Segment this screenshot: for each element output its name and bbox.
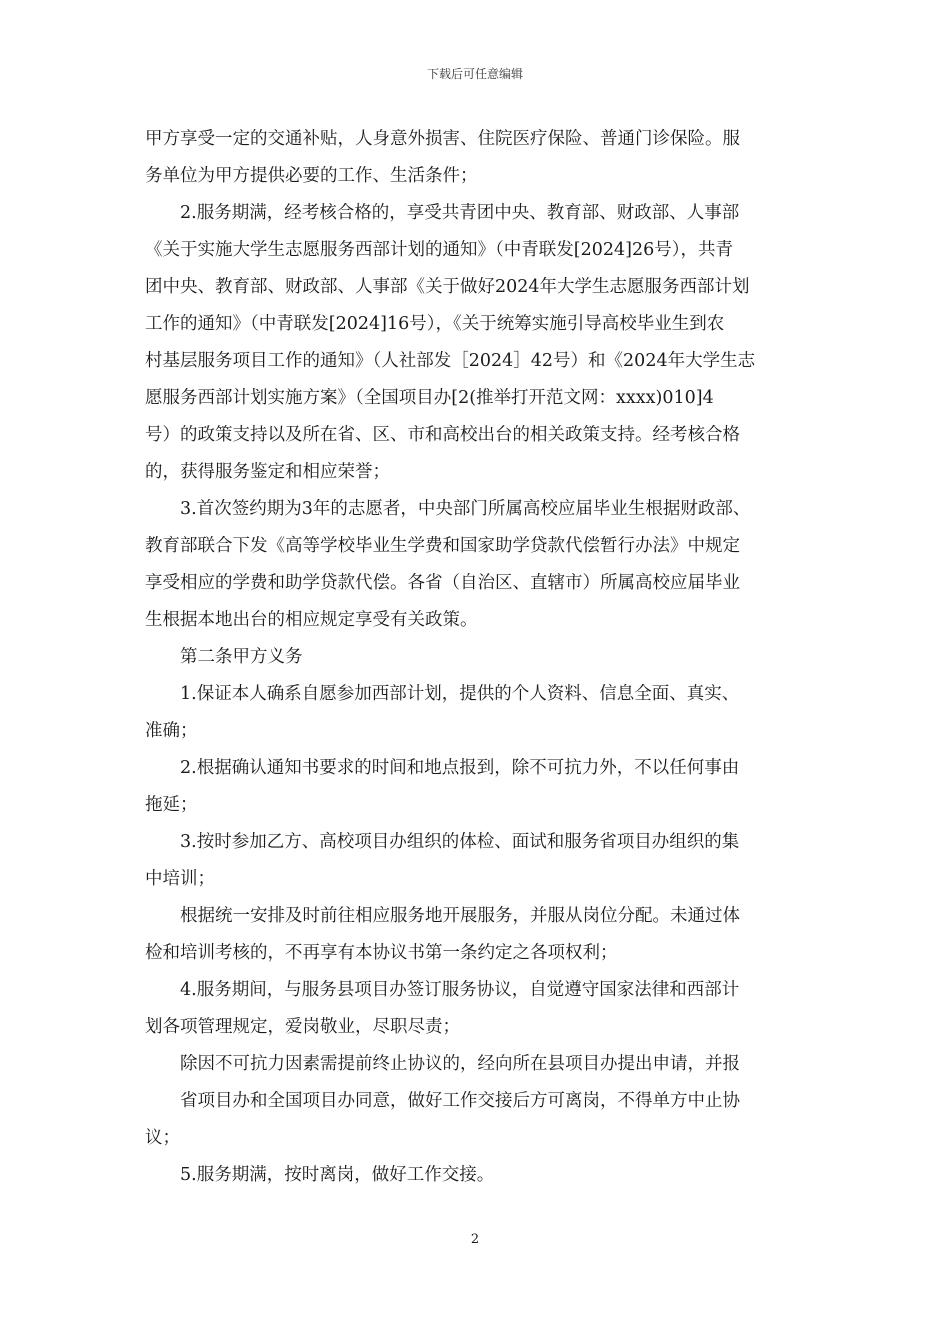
text-line: 5.服务期满，按时离岗，做好工作交接。 xyxy=(180,1165,495,1185)
text-line: 享受相应的学费和助学贷款代偿。各省（自治区、直辖市）所属高校应届毕业 xyxy=(145,573,740,593)
text-line: 根据统一安排及时前往相应服务地开展服务，并服从岗位分配。未通过体 xyxy=(180,906,740,926)
text-line: 拖延； xyxy=(145,795,198,815)
text-line: 生根据本地出台的相应规定享受有关政策。 xyxy=(145,610,478,630)
text-line: 愿服务西部计划实施方案》（全国项目办[2(推举打开范文网：xxxx)010]4 xyxy=(145,388,714,408)
text-line: 准确； xyxy=(145,721,198,741)
text-line: 议； xyxy=(145,1128,180,1148)
text-line: 务单位为甲方提供必要的工作、生活条件； xyxy=(145,166,478,186)
text-line: 号）的政策支持以及所在省、区、市和高校出台的相关政策支持。经考核合格 xyxy=(145,425,740,445)
text-line: 1.保证本人确系自愿参加西部计划，提供的个人资料、信息全面、真实、 xyxy=(180,684,740,704)
page-number: 2 xyxy=(470,1232,480,1247)
text-line: 2.根据确认通知书要求的时间和地点报到，除不可抗力外，不以任何事由 xyxy=(180,758,740,778)
text-line: 甲方享受一定的交通补贴，人身意外损害、住院医疗保险、普通门诊保险。服 xyxy=(145,129,740,149)
text-line: 团中央、教育部、财政部、人事部《关于做好2024年大学生志愿服务西部计划 xyxy=(145,277,750,297)
text-line: 2.服务期满，经考核合格的，享受共青团中央、教育部、财政部、人事部 xyxy=(180,203,740,223)
section-heading: 第二条甲方义务 xyxy=(180,647,303,667)
text-line: 《关于实施大学生志愿服务西部计划的通知》（中青联发[2024]26号），共青 xyxy=(145,240,733,260)
text-line: 划各项管理规定，爱岗敬业，尽职尽责； xyxy=(145,1017,460,1037)
text-line: 村基层服务项目工作的通知》（人社部发［2024］42号）和《2024年大学生志 xyxy=(145,351,756,371)
text-line: 省项目办和全国项目办同意，做好工作交接后方可离岗，不得单方中止协 xyxy=(180,1091,740,1111)
text-line: 检和培训考核的，不再享有本协议书第一条约定之各项权利； xyxy=(145,943,618,963)
text-line: 4.服务期间，与服务县项目办签订服务协议，自觉遵守国家法律和西部计 xyxy=(180,980,740,1000)
text-line: 中培训； xyxy=(145,869,215,889)
text-line: 3.首次签约期为3年的志愿者，中央部门所属高校应届毕业生根据财政部、 xyxy=(180,499,751,519)
page-header: 下载后可任意编辑 xyxy=(426,67,523,81)
text-line: 除因不可抗力因素需提前终止协议的，经向所在县项目办提出申请，并报 xyxy=(180,1054,740,1074)
text-line: 3.按时参加乙方、高校项目办组织的体检、面试和服务省项目办组织的集 xyxy=(180,832,740,852)
text-line: 教育部联合下发《高等学校毕业生学费和国家助学贷款代偿暂行办法》中规定 xyxy=(145,536,740,556)
text-line: 工作的通知》（中青联发[2024]16号），《关于统筹实施引导高校毕业生到农 xyxy=(145,314,725,334)
text-line: 的，获得服务鉴定和相应荣誉； xyxy=(145,462,390,482)
